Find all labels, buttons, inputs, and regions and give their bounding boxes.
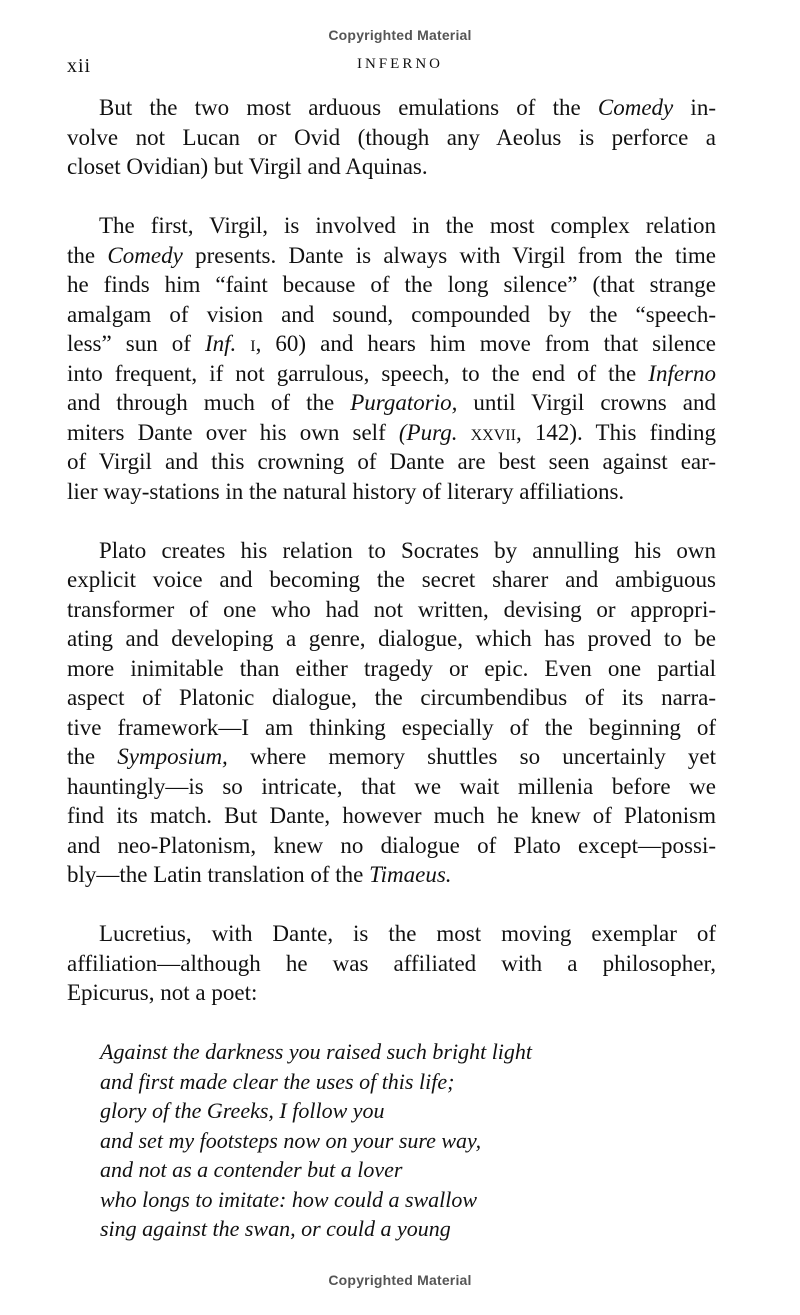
text-line: But the two most arduous emulations of the Comedy in- xyxy=(99,95,716,120)
verse-line: glory of the Greeks, I follow you xyxy=(100,1098,385,1123)
italic-title: Symposium, xyxy=(117,744,228,769)
text-line: amalgam of vision and sound, compounded by the “speech- xyxy=(67,301,716,327)
text-line: the Comedy presents. Dante is always with Virgil from the time xyxy=(67,242,716,268)
verse-quotation xyxy=(67,1037,716,1244)
italic-title: Timaeus. xyxy=(369,862,452,887)
text-line: bly—the Latin translation of the Timaeus. xyxy=(67,862,452,887)
text-line: he finds him “faint because of the long silence” (that strange xyxy=(67,272,716,297)
italic-title: Inf. xyxy=(204,331,237,356)
text-line: and through much of the Purgatorio, until Virgil crowns and xyxy=(67,390,716,415)
text-line: explicit voice and becoming the secret sharer and ambiguous xyxy=(67,567,716,592)
body-text xyxy=(67,93,716,1244)
verse-line: and first made clear the uses of this life; xyxy=(100,1068,455,1094)
italic-title: Comedy xyxy=(107,242,183,268)
text-line: The first, Virgil, is involved in the most complex relation xyxy=(99,213,716,238)
text-line: tive framework—I am thinking especially of the beginning of xyxy=(67,714,716,740)
canto-numeral: i xyxy=(250,331,256,356)
verse-line: sing against the swan, or could a young xyxy=(100,1216,451,1241)
italic-title: Inferno xyxy=(648,360,716,386)
paragraph xyxy=(67,211,716,506)
text-line: less” sun of Inf. i, 60) and hears him move from that silence xyxy=(67,331,717,356)
italic-title: Comedy xyxy=(597,95,674,120)
page-number: xii xyxy=(67,55,92,77)
verse-line: and set my footsteps now on your sure way, xyxy=(100,1127,482,1153)
copyright-watermark-bottom: Copyrighted Material xyxy=(328,1272,472,1288)
italic-title: Purgatorio, xyxy=(350,390,458,415)
verse-line: who longs to imitate: how could a swallow xyxy=(100,1186,478,1212)
text-line: hauntingly—is so intricate, that we wait millenia before we xyxy=(67,773,716,799)
text-line: of Virgil and this crowning of Dante are best seen against ear- xyxy=(67,449,716,474)
running-title: INFERNO xyxy=(356,56,443,72)
italic-title: (Purg. xyxy=(398,419,458,445)
copyright-watermark-top: Copyrighted Material xyxy=(328,27,472,43)
verse-line: Against the darkness you raised such bright light xyxy=(100,1039,533,1064)
text-line: into frequent, if not garrulous, speech, to the end of the Inferno xyxy=(67,360,716,386)
text-line: lier way-stations in the natural history of literary affiliations. xyxy=(67,478,625,504)
text-line: Lucretius, with Dante, is the most moving exemplar of xyxy=(99,921,716,946)
text-line: aspect of Platonic dialogue, the circumbendibus of its narra- xyxy=(67,685,716,710)
prose-paragraphs xyxy=(67,93,716,1008)
text-line: miters Dante over his own self (Purg. xxvii, 142). This finding xyxy=(67,419,717,445)
text-line: Epicurus, not a poet: xyxy=(67,980,258,1005)
text-line: more inimitable than either tragedy or epic. Even one partial xyxy=(67,655,716,681)
text-line: and neo-Platonism, knew no dialogue of Plato except—possi- xyxy=(67,832,716,858)
text-line: the Symposium, where memory shuttles so uncertainly yet xyxy=(67,744,716,769)
text-line: ating and developing a genre, dialogue, which has proved to be xyxy=(67,626,716,651)
running-head xyxy=(67,55,717,79)
text-line: volve not Lucan or Ovid (though any Aeolus is perforce a xyxy=(67,124,716,150)
paragraph xyxy=(67,93,716,182)
text-line: closet Ovidian) but Virgil and Aquinas. xyxy=(67,154,428,179)
text-line: affiliation—although he was affiliated with a philosopher, xyxy=(67,950,716,976)
text-line: transformer of one who had not written, devising or appropri- xyxy=(67,596,716,622)
text-line: find its match. But Dante, however much he knew of Platonism xyxy=(67,803,716,828)
text-line: Plato creates his relation to Socrates by annulling his own xyxy=(99,537,716,563)
paragraph xyxy=(67,919,716,1008)
verse-line: and not as a contender but a lover xyxy=(100,1157,403,1182)
canto-numeral: xxvii xyxy=(470,419,516,445)
paragraph xyxy=(67,536,716,890)
